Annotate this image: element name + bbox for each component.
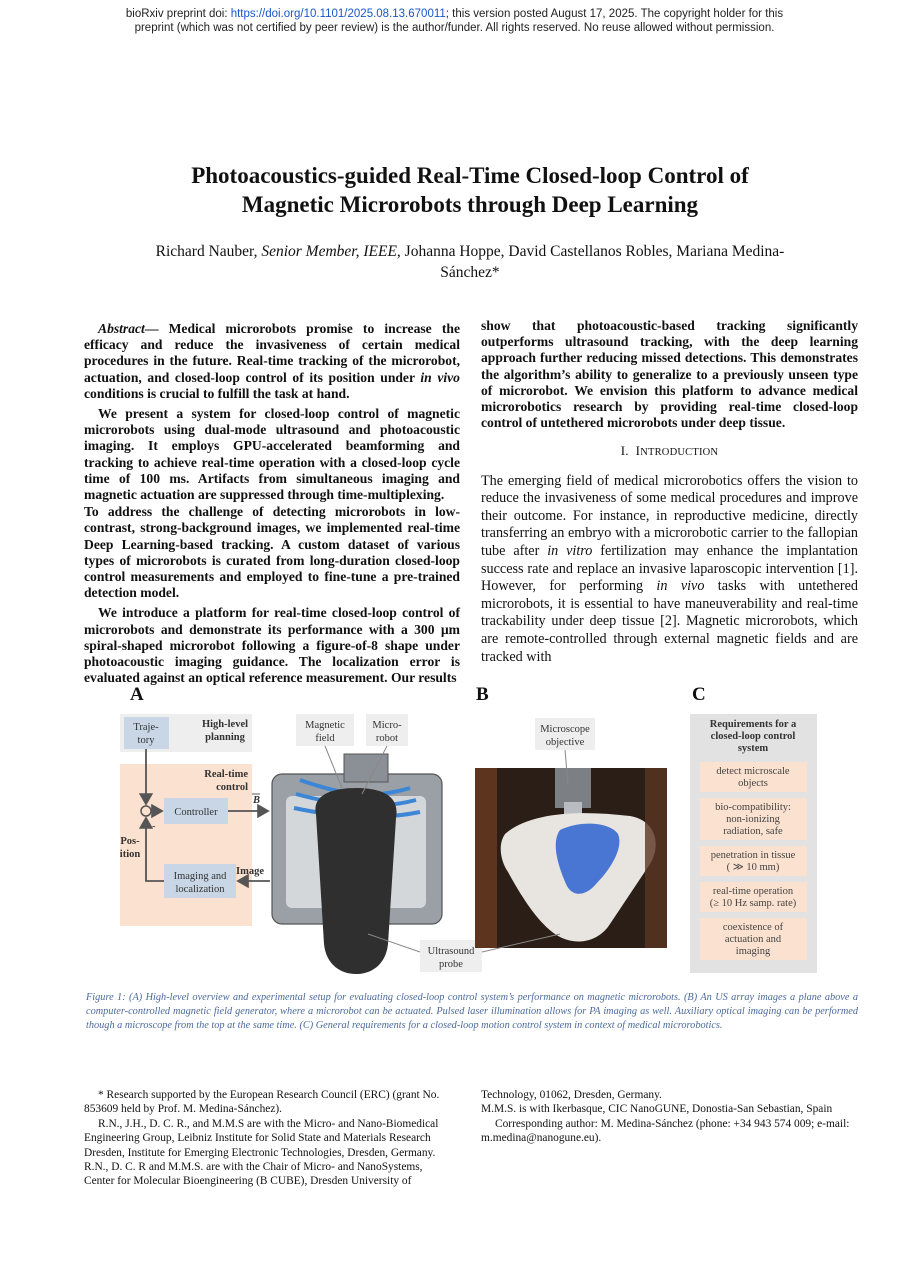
figure-1 — [110, 684, 830, 980]
footnote-affiliation-3: M.M.S. is with Ikerbasque, CIC NanoGUNE, Donostia-San Sebastian, Spain — [481, 1103, 833, 1116]
notice-line-2: preprint (which was not certified by peer review) is the author/funder. All rights reserved. No reuse allowed without permission. — [134, 21, 775, 34]
microrobot-label-2: robot — [375, 733, 399, 744]
footnote-affiliation-1: R.N., J.H., D. C. R., and M.M.S are with the Micro- and Nano-Biomedical Engineering Group, Leibniz Institute for Solid State and Materials Research Dresden, Institute for Emerging Electronic Technologies, Dresden, Germany. — [84, 1117, 439, 1159]
req-1-line-1: detect microscale — [716, 766, 790, 777]
abstract-paragraph-3: To address the challenge of detecting microrobots in low-contrast, strong-background images, we implemented real-time Deep Learning-based tracking. A custom dataset of various types of microrobots is curated from long-duration closed-loop control measurements and employed to fine-tune a pre-trained detection model. — [84, 504, 460, 601]
magnetic-field-label-1: Magnetic — [305, 720, 345, 731]
abstract-left-column — [84, 321, 460, 686]
sample-holder — [344, 754, 388, 782]
b-field-label: B — [253, 795, 261, 806]
abstract-paragraph-1: Abstract— Medical microrobots promise to increase the efficacy and reduce the invasiveness of certain medical procedures in the future. Real-time tracking of the microrobot, actuation, and closed-loop control of its position under in vivo conditions is crucial to fulfill the task at hand. — [84, 321, 460, 401]
req-title-1: Requirements for a — [709, 719, 797, 730]
paper-title: Photoacoustics-guided Real-Time Closed-loop Control of Magnetic Microrobots through Deep Learning — [191, 163, 749, 217]
footnote-affiliation-2: R.N., D. C. R and M.M.S. are with the Chair of Micro- and NanoSystems, Center for Molecular Bioengineering (B CUBE), Dresden University of — [84, 1161, 423, 1188]
footnote-affiliation-2-cont: Technology, 01062, Dresden, Germany. — [481, 1089, 662, 1101]
position-label-2: ition — [119, 849, 141, 860]
abstract-paragraph-4: We introduce a platform for real-time closed-loop control of microrobots and demonstrate its performance with a 300 µm spiral-shaped microrobot following a figure-of-8 shape under photoacoustic imaging guidance. The localization error is evaluated against an optical reference measurement. Our results — [84, 605, 460, 686]
controller-label: Controller — [174, 807, 218, 818]
real-time-label-1: Real-time — [204, 769, 248, 780]
microscope-label-2: objective — [545, 737, 585, 748]
req-5-line-1: coexistence of — [722, 922, 784, 933]
req-4-line-1: real-time operation — [712, 886, 794, 897]
minus-sign: - — [152, 821, 156, 832]
trajectory-label-1: Traje- — [133, 722, 159, 733]
footnote-corresponding-author: Corresponding author: M. Medina-Sánchez (phone: +34 943 574 009; e-mail: m.medina@nanogune.eu). — [481, 1117, 850, 1145]
req-5-line-3: imaging — [735, 946, 771, 957]
req-title-2: closed-loop control — [710, 731, 796, 742]
microrobot-label-1: Micro- — [372, 720, 402, 731]
image-label: Image — [236, 866, 264, 877]
real-time-label-2: control — [216, 782, 248, 793]
high-level-label-1: High-level — [201, 719, 249, 730]
footnotes-right — [481, 1088, 857, 1146]
panel-label-c: C — [692, 684, 706, 705]
req-5-line-2: actuation and — [724, 934, 782, 945]
req-2-line-1: bio-compatibility: — [715, 802, 791, 813]
magnetic-field-label-2: field — [315, 733, 335, 744]
notice-line-1: bioRxiv preprint doi: https://doi.org/10.1101/2025.08.13.670011; this version posted August 17, 2025. The copyright holder for this — [125, 8, 784, 20]
right-column — [481, 318, 858, 666]
abstract-continuation: show that photoacoustic-based tracking significantly outperforms ultrasound tracking, with the deep learning approach further reducing missed detections. This demonstrates the algorithm’s ability to generalize to a previously unseen type of microrobot. We envision this platform to advance medical microrobotics research by providing real-time closed-loop control of untethered microrobots under deep tissue. — [481, 318, 858, 431]
imaging-label-2: localization — [175, 884, 225, 895]
position-label-1: Pos- — [120, 836, 140, 847]
ultrasound-probe-label-1: Ultrasound — [427, 946, 475, 957]
ultrasound-probe-shape — [315, 788, 396, 974]
req-3-line-2: ( ≫ 10 mm) — [726, 862, 780, 873]
microscope-label-1: Microscope — [540, 724, 590, 735]
section-heading-introduction: I. INTRODUCTION — [620, 443, 719, 459]
trajectory-label-2: tory — [137, 735, 155, 746]
abstract-paragraph-2: We present a system for closed-loop control of magnetic microrobots using dual-mode ultrasound and photoacoustic imaging. It employs GPU-accelerated beamforming and tracking to achieve real-time operation with a closed-loop cycle time of 100 ms. Artifacts from simultaneous imaging and magnetic actuation are suppressed through time-multiplexing. — [84, 406, 460, 503]
req-1-line-2: objects — [738, 778, 768, 789]
req-3-line-1: penetration in tissue — [710, 850, 796, 861]
req-4-line-2: (≥ 10 Hz samp. rate) — [709, 898, 797, 909]
preprint-notice — [0, 8, 909, 35]
imaging-label-1: Imaging and — [173, 871, 227, 882]
introduction-paragraph-1: The emerging field of medical microrobotics offers the vision to reduce the invasiveness of some medical procedures and improve their outcome. For instance, in reproductive medicine, directly transferring an embryo with a microrobotic carrier to the fallopian tube after in vitro fertilization may enhance the implantation success rate and replace an invasive laparoscopic intervention [1]. However, for performing in vivo tasks with untethered microrobots, it is essential to have maneuverability and real-time trackability under deep tissue [2]. Magnetic microrobots, which are remote-controlled through external magnetic fields and are tracked with — [481, 472, 858, 665]
footnotes-left — [84, 1088, 448, 1189]
high-level-label-2: planning — [205, 732, 245, 743]
req-2-line-2: non-ionizing — [726, 814, 780, 825]
panel-label-a: A — [130, 684, 144, 705]
req-2-line-3: radiation, safe — [723, 826, 783, 837]
footnote-funding: * Research supported by the European Research Council (ERC) (grant No. 853609 held by Prof. M. Medina-Sánchez). — [84, 1089, 440, 1116]
figure-1-graphic — [110, 684, 830, 980]
panel-label-b: B — [476, 684, 489, 705]
ultrasound-probe-label-2: probe — [439, 959, 463, 970]
figure-1-caption: Figure 1: (A) High-level overview and experimental setup for evaluating closed-loop control system’s performance on magnetic microrobots. (B) An US array images a plane above a computer-controlled magnetic field generator, where a microrobot can be actuated. Pulsed laser illumination allows for PA imaging as well. Auxiliary optical imaging can be performed though a microscope from the top at the same time. (C) General requirements for a closed-loop motion control system in context of medical microrobotics. — [86, 992, 858, 1032]
req-title-3: system — [737, 743, 769, 754]
doi-link[interactable]: https://doi.org/10.1101/2025.08.13.670011 — [230, 8, 446, 20]
author-list: Richard Nauber, Senior Member, IEEE, Johanna Hoppe, David Castellanos Robles, Mariana Medina- Sánchez* — [155, 243, 785, 281]
